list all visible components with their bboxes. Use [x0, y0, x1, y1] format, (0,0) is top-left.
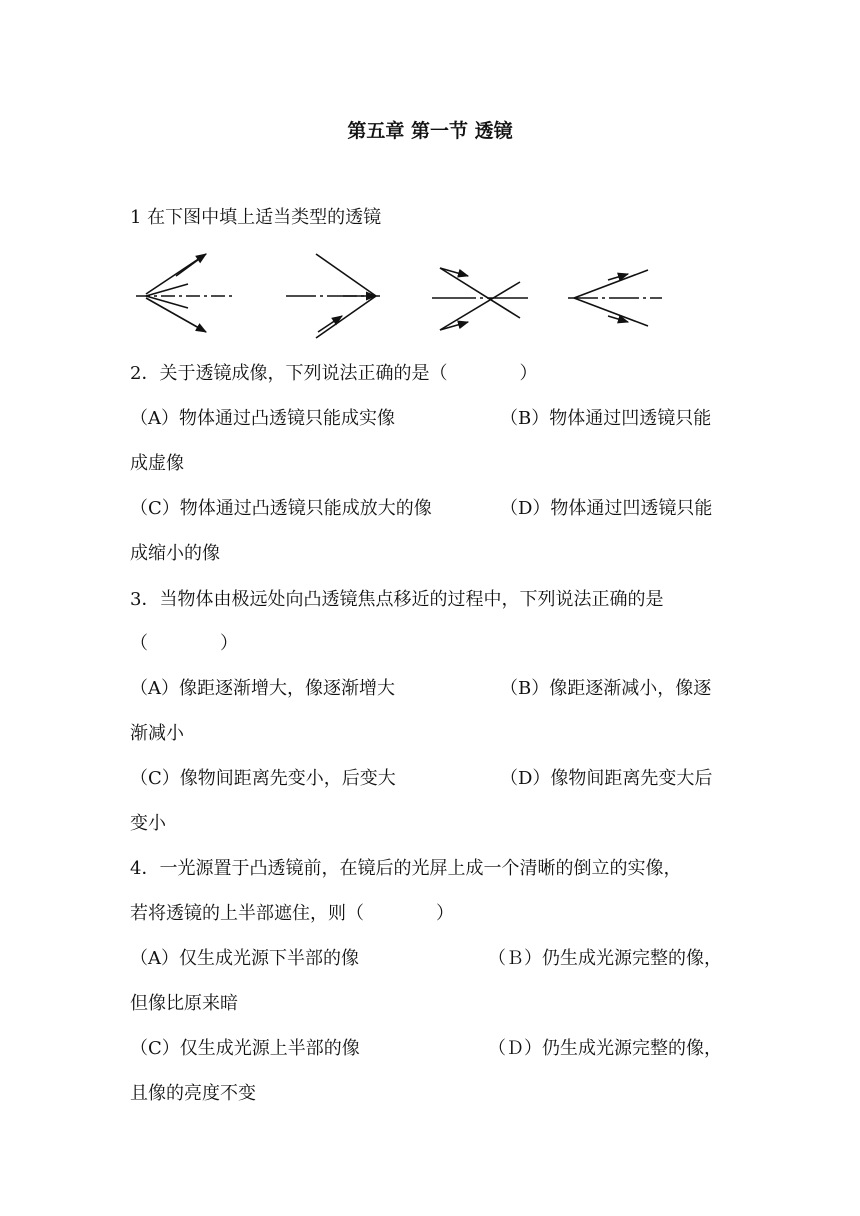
question-1-text: 1 在下图中填上适当类型的透镜 — [130, 207, 382, 228]
question-2-option-c: （C）物体通过凸透镜只能成放大的像 — [130, 498, 432, 519]
diagram-2-converging-rays — [286, 254, 380, 338]
question-2-option-a: （A）物体通过凸透镜只能成实像 — [130, 408, 395, 429]
question-4-option-a: （A）仅生成光源下半部的像 — [130, 948, 359, 969]
question-4-option-d-cont: 且像的亮度不变 — [130, 1083, 256, 1104]
question-4-stem: 4．一光源置于凸透镜前，在镜后的光屏上成一个清晰的倒立的实像， — [130, 858, 682, 879]
question-3-stem: 3．当物体由极远处向凸透镜焦点移近的过程中，下列说法正确的是 — [130, 589, 664, 610]
question-2-option-b: （B）物体通过凹透镜只能 — [500, 408, 712, 429]
question-3-option-a: （A）像距逐渐增大，像逐渐增大 — [130, 678, 395, 699]
question-3-option-b: （B）像距逐渐减小，像逐 — [500, 678, 712, 699]
diagram-1-diverging-rays — [136, 254, 236, 332]
question-4-option-b: （Ｂ）仍生成光源完整的像， — [488, 948, 722, 969]
question-3-stem-cont: （ ） — [130, 633, 238, 654]
question-2-stem: 2．关于透镜成像，下列说法正确的是（ ） — [130, 363, 538, 384]
question-2-option-d: （D）物体通过凹透镜只能 — [500, 498, 713, 519]
question-3-option-d: （D）像物间距离先变大后 — [500, 768, 713, 789]
question-2-option-b-cont: 成虚像 — [130, 453, 184, 474]
question-4-option-b-cont: 但像比原来暗 — [130, 993, 238, 1014]
question-3-option-c: （C）像物间距离先变小，后变大 — [130, 768, 396, 789]
page-title: 第五章 第一节 透镜 — [347, 120, 513, 142]
diagram-4-rays-from-focus — [568, 270, 662, 326]
question-4-option-d: （Ｄ）仍生成光源完整的像， — [488, 1038, 722, 1059]
lens-ray-diagrams — [128, 240, 688, 344]
question-3-option-b-cont: 渐减小 — [130, 723, 184, 744]
question-4-stem-cont: 若将透镜的上半部遮住，则（ ） — [130, 903, 454, 924]
question-3-option-d-cont: 变小 — [130, 813, 166, 834]
diagram-3-crossing-rays — [432, 268, 528, 330]
question-4-option-c: （C）仅生成光源上半部的像 — [130, 1038, 360, 1059]
question-2-option-d-cont: 成缩小的像 — [130, 543, 220, 564]
